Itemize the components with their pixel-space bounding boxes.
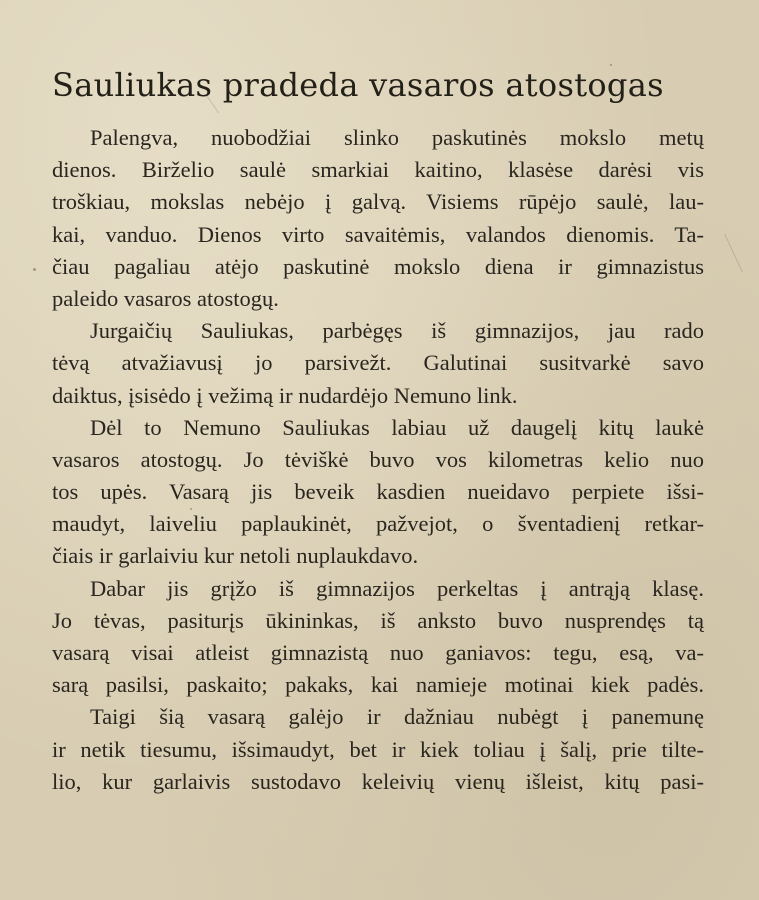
text-line-4: kai, vanduo. Dienos virto savaitėmis, valandos dienomis. Ta- xyxy=(52,221,704,247)
paper-scratch xyxy=(724,234,743,272)
text-line-2: dienos. Birželio saulė smarkiai kaitino, klasėse darėsi vis xyxy=(52,157,704,183)
text-line-6: paleido vasaros atostogų. xyxy=(52,285,279,311)
text-line-13: maudyt, laiveliu paplaukinėt, pažvejot, o šventadienį retkar- xyxy=(52,511,704,537)
text-line-3: troškiau, mokslas nebėjo į galvą. Visiems rūpėjo saulė, lau- xyxy=(52,189,704,215)
text-line-5: čiau pagaliau atėjo paskutinė mokslo diena ir gimnazistus xyxy=(52,253,704,279)
text-line-11: vasaros atostogų. Jo tėviškė buvo vos kilometras kelio nuo xyxy=(52,446,704,472)
text-line-18: sarą pasilsi, paskaito; pakaks, kai namieje motinai kiek padės. xyxy=(52,672,704,698)
text-line-15: Dabar jis grįžo iš gimnazijos perkeltas į antrąją klasę. xyxy=(90,575,704,601)
text-line-16: Jo tėvas, pasiturįs ūkininkas, iš anksto buvo nusprendęs tą xyxy=(52,607,704,633)
text-line-19: Taigi šią vasarą galėjo ir dažniau nubėgt į panemunę xyxy=(90,704,704,730)
chapter-heading: Sauliukas pradeda vasaros atostogas xyxy=(52,66,664,104)
text-line-14: čiais ir garlaiviu kur netoli nuplaukdavo. xyxy=(52,543,419,569)
text-line-21: lio, kur garlaivis sustodavo keleivių vienų išleist, kitų pasi- xyxy=(52,768,704,794)
chapter-body xyxy=(52,122,704,798)
text-line-20: ir netik tiesumu, išsimaudyt, bet ir kiek toliau į šalį, prie tilte- xyxy=(52,736,704,762)
paper-speck xyxy=(33,268,36,271)
text-line-12: tos upės. Vasarą jis beveik kasdien nueidavo perpiete išsi- xyxy=(52,479,704,505)
text-line-1: Palengva, nuobodžiai slinko paskutinės mokslo metų xyxy=(90,125,704,150)
text-line-10: Dėl to Nemuno Sauliukas labiau už daugelį kitų laukė xyxy=(90,414,704,440)
text-line-8: tėvą atvažiavusį jo parsivežt. Galutinai susitvarkė savo xyxy=(52,350,704,376)
text-line-9: daiktus, įsisėdo į vežimą ir nudardėjo Nemuno link. xyxy=(52,382,518,408)
text-line-17: vasarą visai atleist gimnazistą nuo ganiavos: tegu, esą, va- xyxy=(52,640,704,665)
paper-speck xyxy=(610,64,612,66)
text-line-7: Jurgaičių Sauliukas, parbėgęs iš gimnazijos, jau rado xyxy=(90,318,704,344)
paper-speck xyxy=(190,508,192,510)
